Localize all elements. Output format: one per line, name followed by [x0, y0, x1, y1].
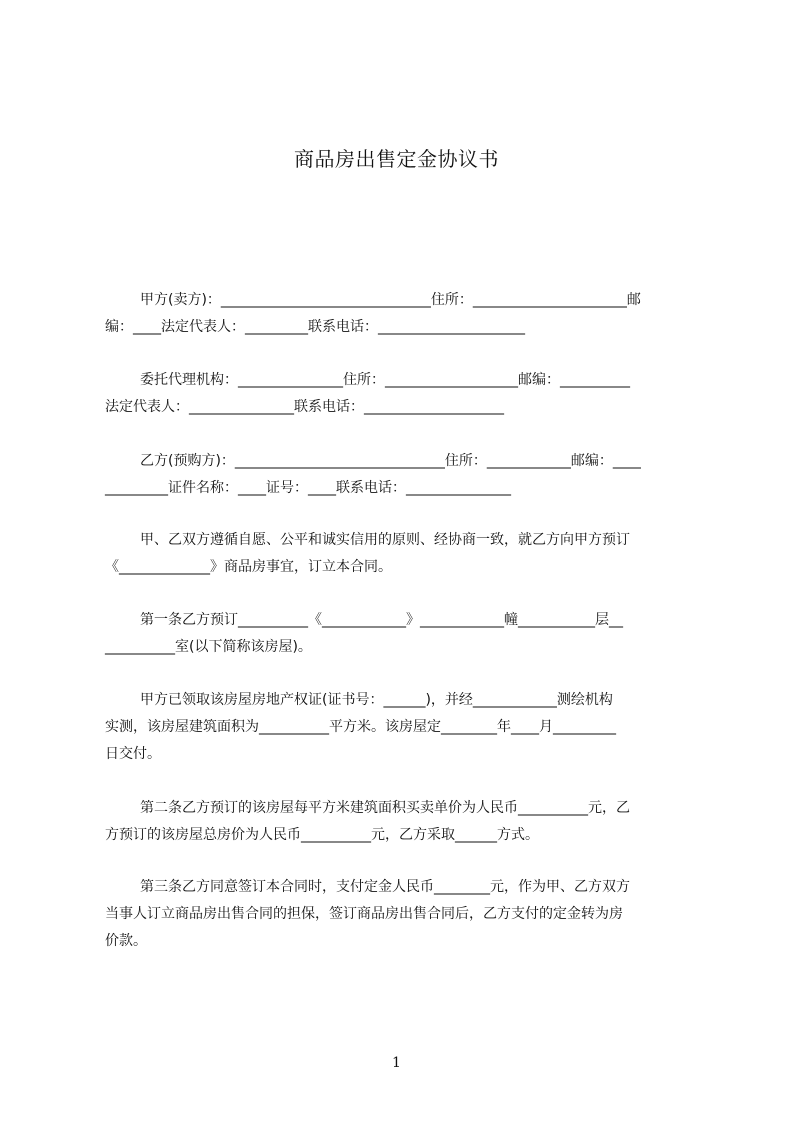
article-1-section	[105, 607, 703, 661]
party-a-line-1: 甲方(卖方)：______________________________住所：______________________邮	[140, 292, 641, 308]
article-2-line-2: 方预订的该房屋总房价为人民币__________元，乙方采取______方式。	[105, 827, 539, 843]
article-2-section	[105, 795, 703, 849]
certificate-line-2: 实测，该房屋建筑面积为__________平方米。该房屋定________年____月_________	[105, 719, 616, 735]
preamble-line-2: 《_____________》商品房事宜，订立本合同。	[105, 559, 392, 575]
party-b-line-2: _________证件名称：____证号：____联系电话：_______________	[105, 480, 511, 496]
certificate-line-1: 甲方已领取该房屋房地产权证(证书号：______)，并经____________测绘机构	[140, 692, 613, 708]
party-a-section	[105, 287, 703, 341]
article-3-line-3: 价款。	[105, 933, 147, 949]
page-number: 1	[392, 1055, 401, 1071]
party-b-section	[105, 448, 703, 502]
agent-line-2: 法定代表人：_______________联系电话：____________________	[105, 399, 504, 415]
agent-line-1: 委托代理机构：_______________住所：___________________邮编：__________	[140, 372, 630, 388]
certificate-section	[105, 687, 703, 768]
preamble-line-1: 甲、乙双方遵循自愿、公平和诚实信用的原则、经协商一致，就乙方向甲方预订	[140, 532, 630, 548]
agent-section	[105, 367, 703, 421]
article-3-line-2: 当事人订立商品房出售合同的担保，签订商品房出售合同后，乙方支付的定金转为房	[105, 906, 623, 922]
article-1-line-1: 第一条乙方预订__________《____________》____________幢___________层__	[140, 612, 623, 628]
document-title: 商品房出售定金协议书	[294, 147, 499, 171]
party-b-line-1: 乙方(预购方)：______________________________住所：____________邮编：____	[140, 453, 641, 469]
article-2-line-1: 第二条乙方预订的该房屋每平方米建筑面积买卖单价为人民币__________元，乙	[140, 800, 630, 816]
article-3-line-1: 第三条乙方同意签订本合同时，支付定金人民币________元，作为甲、乙方双方	[140, 879, 630, 895]
preamble-section	[105, 527, 703, 581]
article-3-section	[105, 874, 703, 955]
party-a-line-2: 编：____法定代表人：_________联系电话：_____________________	[105, 319, 525, 335]
article-1-line-2: __________室(以下简称该房屋)。	[105, 639, 312, 655]
certificate-line-3: 日交付。	[105, 746, 161, 762]
